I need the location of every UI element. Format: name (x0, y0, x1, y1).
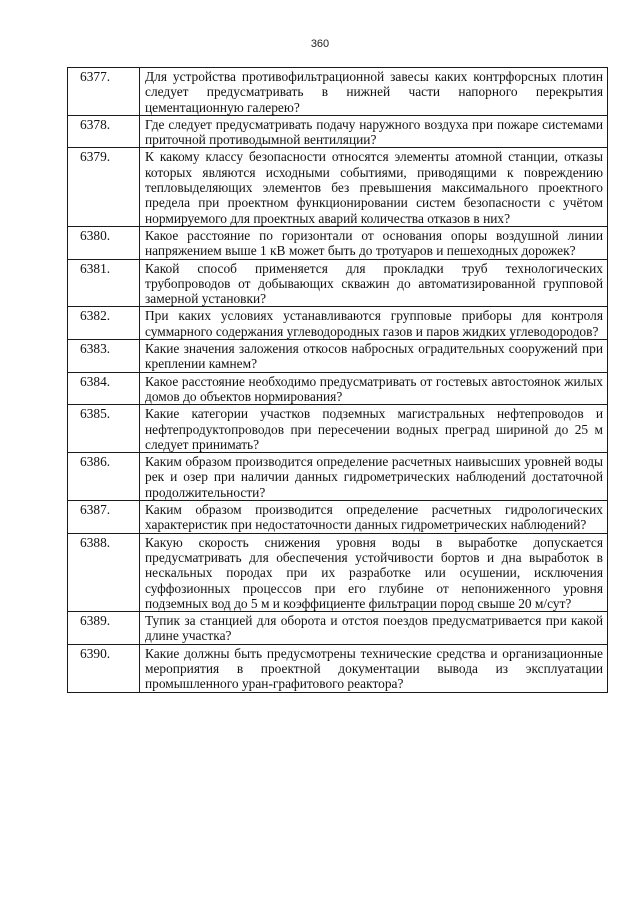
question-number: 6387. (68, 501, 140, 534)
table-row (68, 644, 608, 692)
question-number: 6386. (68, 453, 140, 501)
question-number: 6377. (68, 68, 140, 116)
table-row (68, 259, 608, 307)
question-text: К какому классу безопасности относятся элементы атомной станции, отказы которых являются исходными событиями, приводящими к повреждению тепловыделяющих элементов без превышения максимального проектного предела при проектном функционировании систем безопасности с учётом нормируемого для проектных аварий количества отказов в них? (140, 148, 608, 226)
question-number: 6381. (68, 259, 140, 307)
question-number: 6389. (68, 612, 140, 645)
question-number: 6388. (68, 533, 140, 611)
question-number: 6390. (68, 644, 140, 692)
question-text: Какое расстояние необходимо предусматривать от гостевых автостоянок жилых домов до объектов нормирования? (140, 372, 608, 405)
question-text: При каких условиях устанавливаются групповые приборы для контроля суммарного содержания углеводородных газов и паров жидких углеводородов? (140, 307, 608, 340)
page-number: 360 (310, 38, 330, 50)
table-row (68, 533, 608, 611)
question-number: 6382. (68, 307, 140, 340)
table-row (68, 453, 608, 501)
question-number: 6385. (68, 405, 140, 453)
question-text: Какие должны быть предусмотрены технические средства и организационные мероприятия в проектной документации вывода из эксплуатации промышленного уран-графитового реактора? (140, 644, 608, 692)
question-text: Какие значения заложения откосов набросных оградительных сооружений при креплении камнем? (140, 340, 608, 373)
questions-table (67, 67, 608, 693)
question-number: 6378. (68, 115, 140, 148)
question-text: Каким образом производится определение расчетных гидрологических характеристик при недостаточности данных гидрометрических наблюдений? (140, 501, 608, 534)
table-row (68, 372, 608, 405)
table-row (68, 612, 608, 645)
question-text: Для устройства противофильтрационной завесы каких контрфорсных плотин следует предусматривать в нижней части напорного перекрытия цементационную галерею? (140, 68, 608, 116)
question-number: 6383. (68, 340, 140, 373)
table-row (68, 68, 608, 116)
table-row (68, 226, 608, 259)
table-row (68, 115, 608, 148)
question-text: Какой способ применяется для прокладки труб технологических трубопроводов от добывающих скважин до автоматизированной групповой замерной установки? (140, 259, 608, 307)
table-row (68, 148, 608, 226)
question-text: Где следует предусматривать подачу наружного воздуха при пожаре системами приточной противодымной вентиляции? (140, 115, 608, 148)
table-row (68, 405, 608, 453)
question-number: 6380. (68, 226, 140, 259)
question-text: Какие категории участков подземных магистральных нефтепроводов и нефтепродуктопроводов при пересечении водных преград шириной до 25 м следует принимать? (140, 405, 608, 453)
table-row (68, 340, 608, 373)
question-text: Каким образом производится определение расчетных наивысших уровней воды рек и озер при наличии данных гидрометрических наблюдений достаточной продолжительности? (140, 453, 608, 501)
question-number: 6379. (68, 148, 140, 226)
question-text: Тупик за станцией для оборота и отстоя поездов предусматривается при какой длине участка? (140, 612, 608, 645)
question-text: Какое расстояние по горизонтали от основания опоры воздушной линии напряжением выше 1 кВ может быть до тротуаров и пешеходных дорожек? (140, 226, 608, 259)
table-row (68, 501, 608, 534)
question-number: 6384. (68, 372, 140, 405)
table-row (68, 307, 608, 340)
question-text: Какую скорость снижения уровня воды в выработке допускается предусматривать для обеспечения устойчивости бортов и дна выработок в нескальных породах при их разработке или осушении, исключения суффозионных процессов при его глубине от непониженного уровня подземных вод до 5 м и коэффициенте фильтрации пород свыше 20 м/сут? (140, 533, 608, 611)
